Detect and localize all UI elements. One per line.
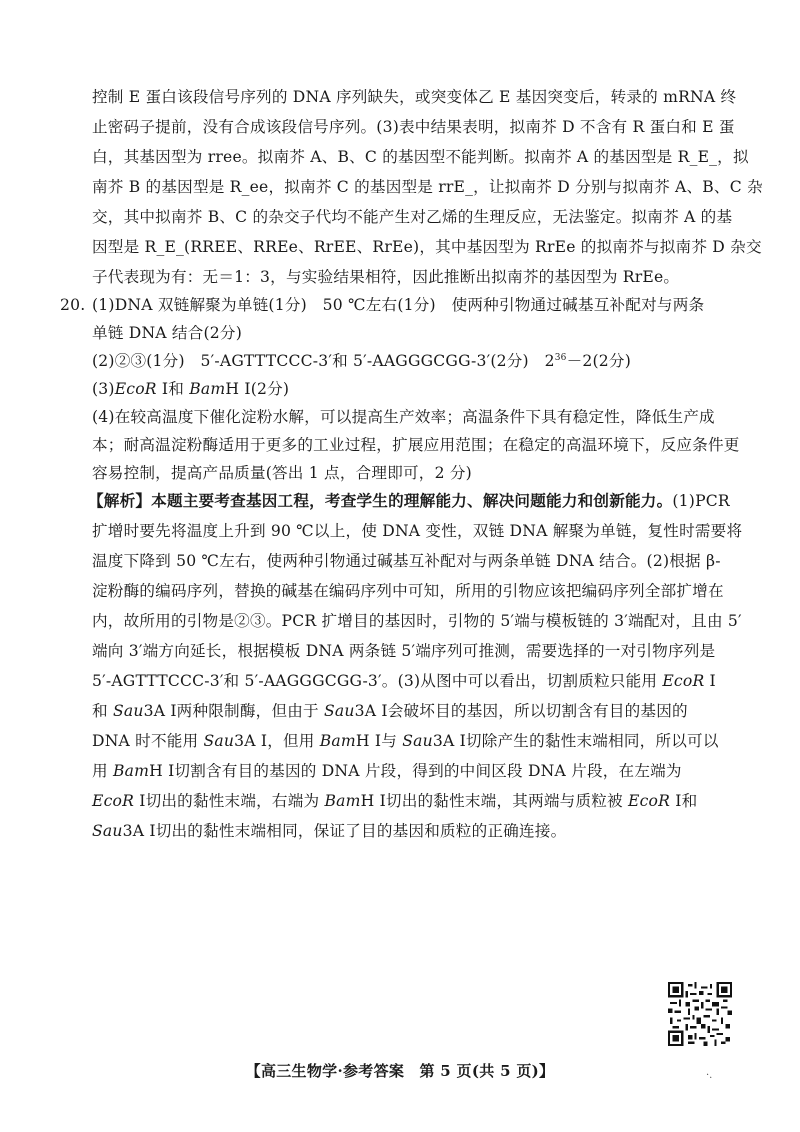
enzyme-name: Bam <box>324 792 361 810</box>
analysis-line: 端向 3′端方向延长，根据模板 DNA 两条链 5′端序列可推测，需要选择的一对引物序列是 <box>92 642 716 660</box>
analysis-text: 3A Ⅰ，但用 <box>234 732 320 750</box>
text-line: 控制 E 蛋白该段信号序列的 DNA 序列缺失，或突变体乙 E 基因突变后，转录的 mRNA 终 <box>92 88 737 106</box>
analysis-text: 3A Ⅰ会破坏目的基因，所以切割含有目的基因的 <box>354 702 688 720</box>
analysis-line <box>92 820 566 842</box>
enzyme-name: EcoR <box>114 380 157 398</box>
answer-text: (2)②③(1分) 5′-AGTTTCCC-3′和 5′-AAGGGCGG-3′(2分) 2 <box>92 352 555 370</box>
text-line: 因型是 R_E_(RREE、RREe、RrEE、RrEe)，其中基因型为 RrEe 的拟南芥与拟南芥 D 杂交 <box>92 238 762 256</box>
analysis-text: 3A Ⅰ切除产生的黏性末端相同，所以可以 <box>432 732 719 750</box>
text-line: 子代表现为有：无＝1：3，与实验结果相符，因此推断出拟南芥的基因型为 RrEe。 <box>92 268 680 286</box>
analysis-text: (1)PCR <box>672 492 730 510</box>
analysis-text: H Ⅰ切割含有目的基因的 DNA 片段，得到的中间区段 DNA 片段，在左端为 <box>149 762 682 780</box>
analysis-line <box>88 490 730 512</box>
page-footer: 【高三生物学·参考答案 第 5 页(共 5 页)】 <box>245 1062 555 1080</box>
answer-text: (3) <box>92 380 115 398</box>
analysis-line <box>92 700 688 722</box>
enzyme-name: Sau <box>203 732 235 750</box>
text-line: 南芥 B 的基因型是 R_ee，拟南芥 C 的基因型是 rrE_，让拟南芥 D 分别与拟南芥 A、B、C 杂 <box>92 178 763 196</box>
corner-mark: ·. <box>706 1070 713 1081</box>
analysis-line <box>92 670 716 692</box>
enzyme-name: EcoR <box>662 672 705 690</box>
enzyme-name: Sau <box>92 822 123 840</box>
analysis-text: Ⅰ和 <box>670 792 698 810</box>
enzyme-name: Sau <box>112 702 144 720</box>
answer-line: (4)在较高温度下催化淀粉水解，可以提高生产效率；高温条件下具有稳定性，降低生产成 <box>92 408 715 426</box>
analysis-text: Ⅰ <box>704 672 716 690</box>
analysis-text: 用 <box>92 762 113 780</box>
question-number: 20. <box>60 296 86 314</box>
analysis-line: 淀粉酶的编码序列，替换的碱基在编码序列中可知，所用的引物应该把编码序列全部扩增在 <box>92 582 724 600</box>
analysis-line: 温度下降到 50 ℃左右，使两种引物通过碱基互补配对与两条单链 DNA 结合。(2)根据 β- <box>92 552 721 570</box>
analysis-text: H Ⅰ切出的黏性末端，其两端与质粒被 <box>360 792 628 810</box>
enzyme-name: EcoR <box>92 792 135 810</box>
qr-code-icon <box>668 982 732 1046</box>
text-line: 止密码子提前，没有合成该段信号序列。(3)表中结果表明，拟南芥 D 不含有 R 蛋白和 E 蛋 <box>92 118 735 136</box>
answer-line: 本；耐高温淀粉酶适用于更多的工业过程，扩展应用范围；在稳定的高温环境下，反应条件更 <box>92 436 740 454</box>
text-line: 交，其中拟南芥 B、C 的杂交子代均不能产生对乙烯的生理反应，无法鉴定。拟南芥 A 的基 <box>92 208 733 226</box>
enzyme-name: Bam <box>112 762 150 780</box>
enzyme-name: Sau <box>323 702 355 720</box>
analysis-text: 3A Ⅰ切出的黏性末端相同，保证了目的基因和质粒的正确连接。 <box>122 822 567 840</box>
analysis-text: Ⅰ切出的黏性末端，右端为 <box>134 792 325 810</box>
answer-text: H Ⅰ(2分) <box>225 380 290 398</box>
analysis-line <box>92 790 697 812</box>
answer-text: －2(2分) <box>566 352 632 370</box>
answer-line: 容易控制，提高产品质量(答出 1 点，合理即可，2 分) <box>92 464 472 482</box>
answer-line: (1)DNA 双链解聚为单链(1分) 50 ℃左右(1分) 使两种引物通过碱基互补配对与两条 <box>92 296 705 314</box>
enzyme-name: Sau <box>402 732 433 750</box>
text-line: 白，其基因型为 rree。拟南芥 A、B、C 的基因型不能判断。拟南芥 A 的基因型是 R_E_，拟 <box>92 148 749 166</box>
enzyme-name: EcoR <box>628 792 671 810</box>
analysis-heading: 【解析】本题主要考查基因工程，考查学生的理解能力、解决问题能力和创新能力。 <box>88 491 673 510</box>
answer-line: 单链 DNA 结合(2分) <box>92 324 242 342</box>
enzyme-name: Bam <box>189 380 226 398</box>
analysis-text: 3A Ⅰ两种限制酶，但由于 <box>143 702 324 720</box>
analysis-line <box>92 760 682 782</box>
analysis-text: 和 <box>92 702 113 720</box>
answer-line <box>92 350 631 372</box>
analysis-line <box>92 730 719 752</box>
answer-text: Ⅰ和 <box>156 380 190 398</box>
analysis-line: 内，故所用的引物是②③。PCR 扩增目的基因时，引物的 5′端与模板链的 3′端配对，且由 5′ <box>92 612 742 630</box>
analysis-line: 扩增时要先将温度上升到 90 ℃以上，使 DNA 变性，双链 DNA 解聚为单链，复性时需要将 <box>92 522 743 540</box>
analysis-text: 5′-AGTTTCCC-3′和 5′-AAGGGCGG-3′。(3)从图中可以看出，切割质粒只能用 <box>92 672 663 690</box>
answer-line <box>92 378 289 400</box>
analysis-text: H Ⅰ与 <box>355 732 403 750</box>
analysis-text: DNA 时不能用 <box>92 732 204 750</box>
enzyme-name: Bam <box>319 732 356 750</box>
superscript: 36 <box>554 352 567 363</box>
